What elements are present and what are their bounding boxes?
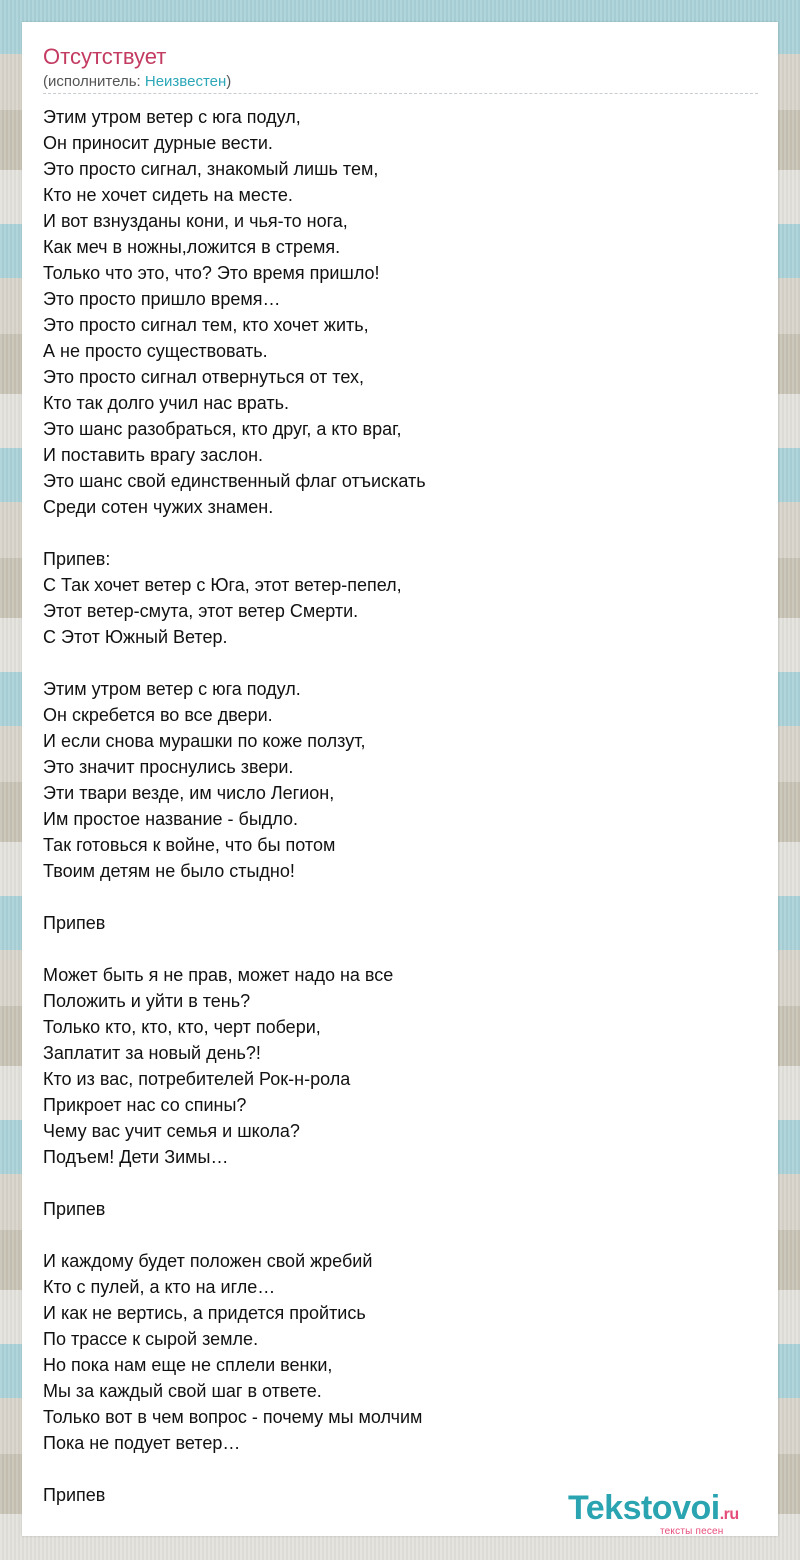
logo-tagline: тексты песен (660, 1526, 724, 1537)
lyric-line: И каждому будет положен свой жребий (43, 1251, 373, 1271)
lyric-line: Кто так долго учил нас врать. (43, 393, 289, 413)
song-title: Отсутствует (43, 44, 167, 69)
lyric-line (43, 520, 763, 546)
lyric-line: Кто не хочет сидеть на месте. (43, 185, 293, 205)
lyric-line: Припев (43, 1485, 106, 1505)
lyric-line: Припев (43, 1199, 106, 1219)
lyric-line: По трассе к сырой земле. (43, 1329, 259, 1349)
lyric-line: Чему вас учит семья и школа? (43, 1121, 300, 1141)
lyric-line (43, 884, 763, 910)
lyric-line: И как не вертись, а придется пройтись (43, 1303, 366, 1323)
lyric-line (43, 1222, 763, 1248)
lyric-line: Как меч в ножны,ложится в стремя. (43, 237, 341, 257)
lyric-line: Прикроет нас со спины? (43, 1095, 247, 1115)
logo-tld: .ru (719, 1506, 739, 1523)
lyric-line: С Так хочет ветер с Юга, этот ветер-пепел, (43, 575, 402, 595)
lyric-line: Эти твари везде, им число Легион, (43, 783, 335, 803)
artist-prefix: (исполнитель: (43, 73, 145, 90)
lyric-line: Им простое название - быдло. (43, 809, 298, 829)
lyric-line (43, 1170, 763, 1196)
lyric-line: Он приносит дурные вести. (43, 133, 273, 153)
artist-link[interactable]: Неизвестен (144, 73, 227, 90)
lyric-line: Мы за каждый свой шаг в ответе. (43, 1381, 322, 1401)
lyric-line: Этим утром ветер с юга подул, (43, 107, 301, 127)
lyric-line: Пока не подует ветер… (43, 1433, 241, 1453)
lyric-line: Положить и уйти в тень? (43, 991, 251, 1011)
lyric-line: Заплатит за новый день?! (43, 1043, 261, 1063)
lyric-line: Он скребется во все двери. (43, 705, 273, 725)
lyric-line: Может быть я не прав, может надо на все (43, 965, 394, 985)
lyric-line (43, 936, 763, 962)
lyric-line: Это шанс разобраться, кто друг, а кто враг, (43, 419, 402, 439)
lyric-line: Это просто сигнал отвернуться от тех, (43, 367, 364, 387)
lyric-line: А не просто существовать. (43, 341, 268, 361)
lyric-line: Но пока нам еще не сплели венки, (43, 1355, 333, 1375)
lyric-line (43, 1456, 763, 1482)
lyric-line: Среди сотен чужих знамен. (43, 497, 274, 517)
lyric-line: Этот ветер-смута, этот ветер Смерти. (43, 601, 359, 621)
lyrics-card (22, 22, 778, 1536)
lyric-line: Этим утром ветер с юга подул. (43, 679, 301, 699)
artist-suffix: ) (226, 73, 232, 90)
site-logo[interactable] (568, 1488, 778, 1538)
lyric-line: Подъем! Дети Зимы… (43, 1147, 229, 1167)
lyric-line: Кто из вас, потребителей Рок-н-рола (43, 1069, 351, 1089)
lyric-line: Припев (43, 913, 106, 933)
lyric-line: Только вот в чем вопрос - почему мы молчим (43, 1407, 423, 1427)
lyric-line: Припев: (43, 549, 111, 569)
lyrics-text (43, 104, 763, 1508)
title-divider (43, 93, 758, 94)
lyric-line (43, 650, 763, 676)
lyric-line: Это просто сигнал, знакомый лишь тем, (43, 159, 379, 179)
lyric-line: Так готовься к войне, что бы потом (43, 835, 336, 855)
lyric-line: И вот взнузданы кони, и чья-то нога, (43, 211, 348, 231)
lyric-line: Кто с пулей, а кто на игле… (43, 1277, 276, 1297)
lyric-line: Это шанс свой единственный флаг отъискать (43, 471, 426, 491)
lyric-line: Твоим детям не было стыдно! (43, 861, 295, 881)
artist-line (43, 73, 231, 91)
lyric-line: Только что это, что? Это время пришло! (43, 263, 380, 283)
lyric-line: Это просто сигнал тем, кто хочет жить, (43, 315, 369, 335)
lyric-line: Это значит проснулись звери. (43, 757, 294, 777)
logo-name: Tekstovoi (568, 1489, 720, 1527)
lyric-line: С Этот Южный Ветер. (43, 627, 228, 647)
lyric-line: И поставить врагу заслон. (43, 445, 264, 465)
lyric-line: Это просто пришло время… (43, 289, 281, 309)
lyric-line: И если снова мурашки по коже ползут, (43, 731, 366, 751)
lyric-line: Только кто, кто, кто, черт побери, (43, 1017, 321, 1037)
